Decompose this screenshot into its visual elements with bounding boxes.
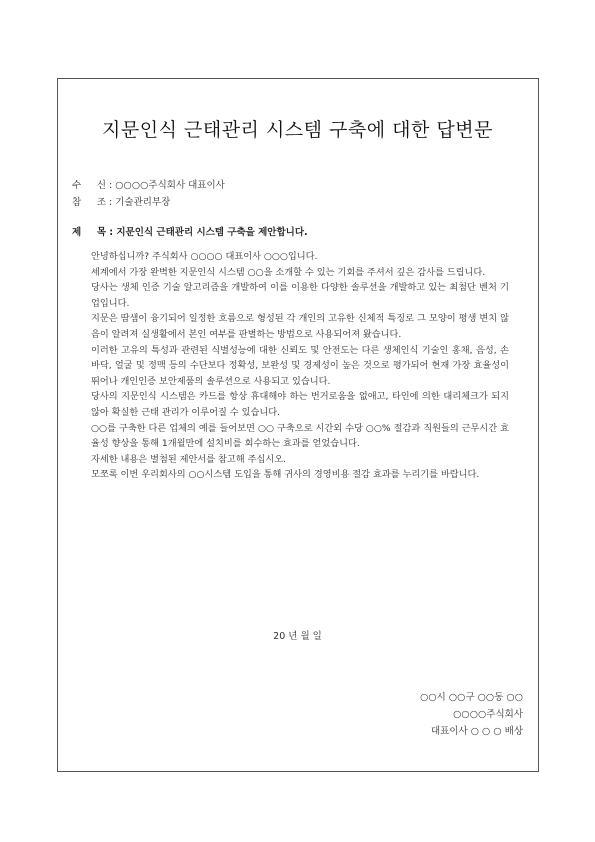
letter-body <box>91 249 509 483</box>
paragraph-fingerprint: 지문은 땀샘이 융기되어 일정한 흐름으로 형성된 각 개인의 고유한 신체적 특징로 그 모양이 평생 변치 않음이 알려져 실생활에서 본인 여부를 판별하는 방법으로 사용되어져 왔습니다. <box>91 313 509 340</box>
reference-label-b: 조 <box>96 197 106 208</box>
paragraph-case-study: ○○를 구축한 다른 업체의 예를 들어보면 ○○ 구축으로 시간외 수당 ○○% 절감과 직원들의 근무시간 효율성 향상을 통해 1개월만에 설치비를 회수하는 효과를 얻었습니다. <box>91 422 509 450</box>
recipient-value: ○○○○주식회사 대표이사 <box>115 180 225 191</box>
subject-value: 지문인식 근태관리 시스템 구축을 제안합니다. <box>116 227 308 238</box>
paragraph-thanks: 세계에서 가장 완벽한 지문인식 시스템 ○○을 소개할 수 있는 기회를 주셔서 깊은 감사를 드립니다. <box>91 266 486 278</box>
reference-label-a: 참 <box>72 197 82 208</box>
sender-company: ○○○○주식회사 <box>453 709 523 720</box>
reference-line: 참 조 : 기술관리부장 <box>72 194 170 208</box>
letter-date: 20 년 월 일 <box>273 631 322 642</box>
recipient-line: 수 신 : ○○○○주식회사 대표이사 <box>72 177 225 191</box>
subject-label-b: 목 <box>96 227 106 238</box>
document-title: 지문인식 근태관리 시스템 구축에 대한 답변문 <box>102 119 493 141</box>
paragraph-company-intro: 당사는 생체 인증 기술 알고리즘을 개발하여 이를 이용한 다양한 솔루션을 개발하고 있는 최첨단 벤처 기업입니다. <box>91 282 509 309</box>
subject-label-a: 제 <box>72 227 82 238</box>
paragraph-closing: 모쪼록 이번 우리회사의 ○○시스템 도입을 통해 귀사의 경영비용 절감 효과를 누리기를 바랍니다. <box>91 469 480 481</box>
paragraph-reliability: 이러한 고유의 특성과 관련된 식별성능에 대한 신뢰도 및 안전도는 다른 생체인식 기술인 홍채, 음성, 손바닥, 얼굴 및 정맥 등의 수단보다 정확성, 보완성 및 경제성이 높은 것으로 평가되어 현재 가장 효율성이 뛰어나 개인인증 보안제품의 솔루션으로 사용되고 있습니다. <box>91 344 509 387</box>
subject-line: 제 목 : 지문인식 근태관리 시스템 구축을 제안합니다. <box>72 224 308 238</box>
recipient-label-a: 수 <box>72 180 82 191</box>
sender-address: ○○시 ○○구 ○○동 ○○ <box>420 692 523 703</box>
reference-value: 기술관리부장 <box>115 197 171 208</box>
paragraph-system-benefit: 당사의 지문인식 시스템은 카드를 항상 휴대해야 하는 번거로움을 없애고, 타인에 의한 대리체크가 되지 않아 확실한 근태 관리가 이루어질 수 있습니다. <box>91 391 509 418</box>
recipient-label-b: 신 <box>96 180 106 191</box>
sender-ceo: 대표이사 ○ ○ ○ 배상 <box>430 726 523 737</box>
paragraph-attachment: 자세한 내용은 별첨된 제안서를 참고해 주십시오. <box>91 453 287 465</box>
paragraph-greeting: 안녕하십니까? 주식회사 ○○○○ 대표이사 ○○○입니다. <box>91 251 318 262</box>
